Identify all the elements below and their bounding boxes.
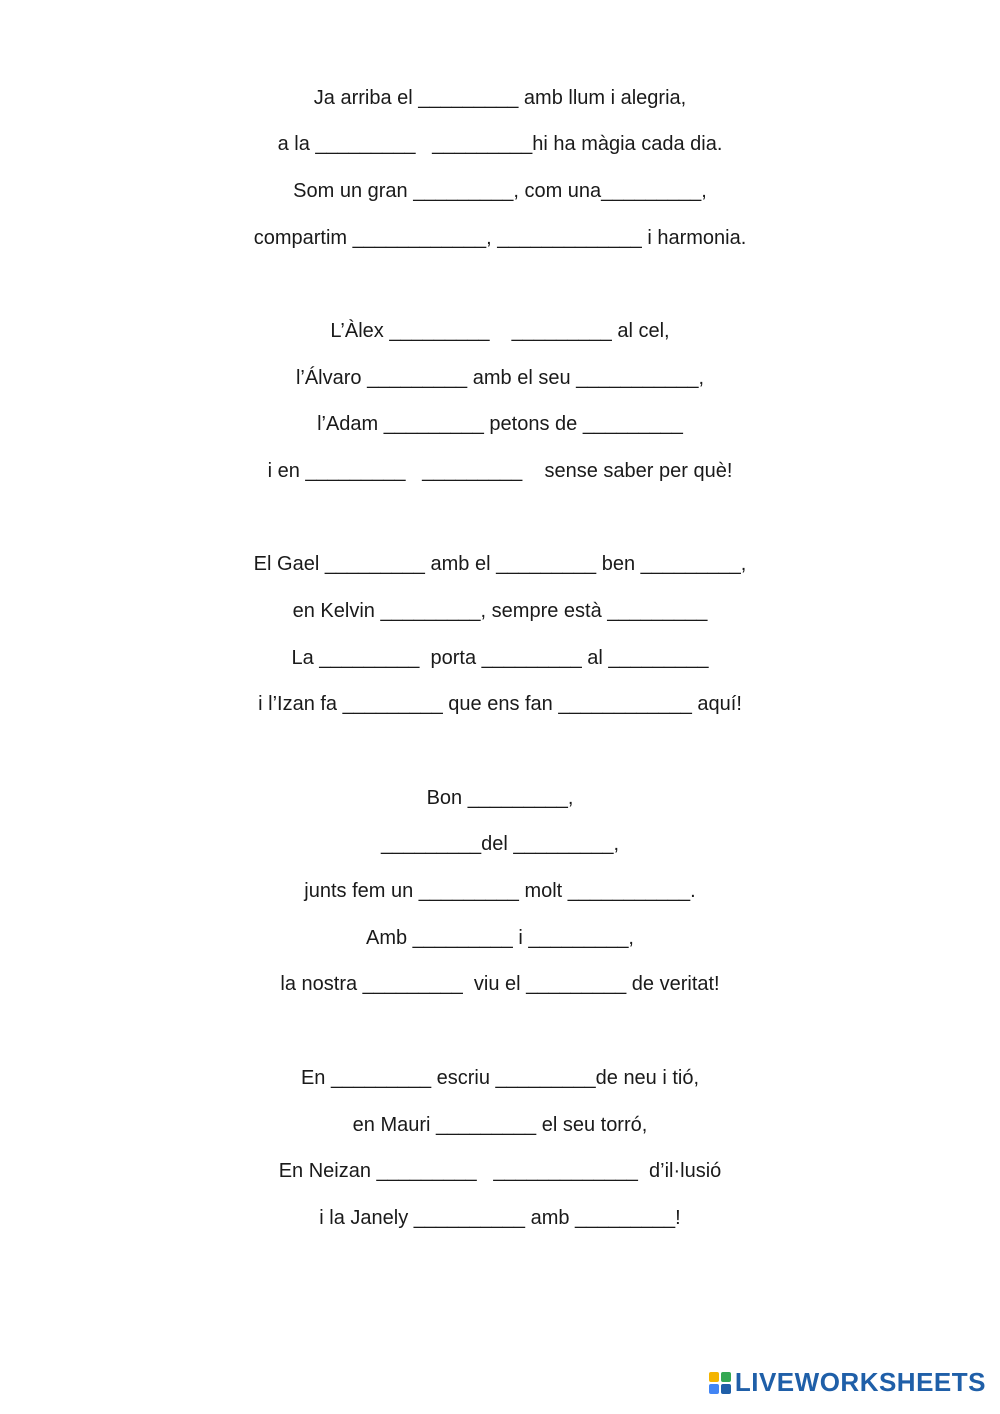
poem-line: En Neizan _________ _____________ d’il·lusió — [278, 1160, 722, 1182]
logo-text: LIVEWORKSHEETS — [734, 1367, 986, 1397]
poem-line: i la Janely __________ amb _________! — [319, 1207, 681, 1229]
poem-line: Ja arriba el _________ amb llum i alegria, — [313, 87, 687, 109]
poem-line: l’Álvaro _________ amb el seu ___________, — [295, 367, 705, 389]
poem-line: L’Àlex _________ _________ al cel, — [330, 320, 670, 342]
poem-line: La _________ porta _________ al _________ — [291, 647, 709, 669]
poem-line: compartim ____________, _____________ i harmonia. — [253, 227, 747, 249]
poem-line: _________del _________, — [380, 833, 620, 855]
poem-line: i l’Izan fa _________ que ens fan ____________ aquí! — [258, 693, 742, 715]
poem-line: El Gael _________ amb el _________ ben _________, — [253, 553, 747, 575]
poem-line: Bon _________, — [426, 787, 574, 809]
poem-line: Som un gran _________, com una_________, — [293, 180, 707, 202]
poem-line: en Kelvin _________, sempre està _________ — [292, 600, 708, 622]
poem-line: en Mauri _________ el seu torró, — [352, 1114, 648, 1136]
liveworksheets-logo-icon — [709, 1372, 731, 1394]
poem-line: Amb _________ i _________, — [365, 927, 634, 949]
poem-line: la nostra _________ viu el _________ de veritat! — [280, 973, 720, 995]
poem-line: l’Adam _________ petons de _________ — [317, 413, 683, 435]
liveworksheets-logo — [709, 1367, 986, 1398]
poem-line: En _________ escriu _________de neu i tió, — [300, 1067, 700, 1089]
poem-line: junts fem un _________ molt ___________. — [304, 880, 696, 902]
poem-line: a la _________ _________hi ha màgia cada dia. — [277, 133, 723, 155]
poem-line: i en _________ _________ sense saber per què! — [267, 460, 733, 482]
